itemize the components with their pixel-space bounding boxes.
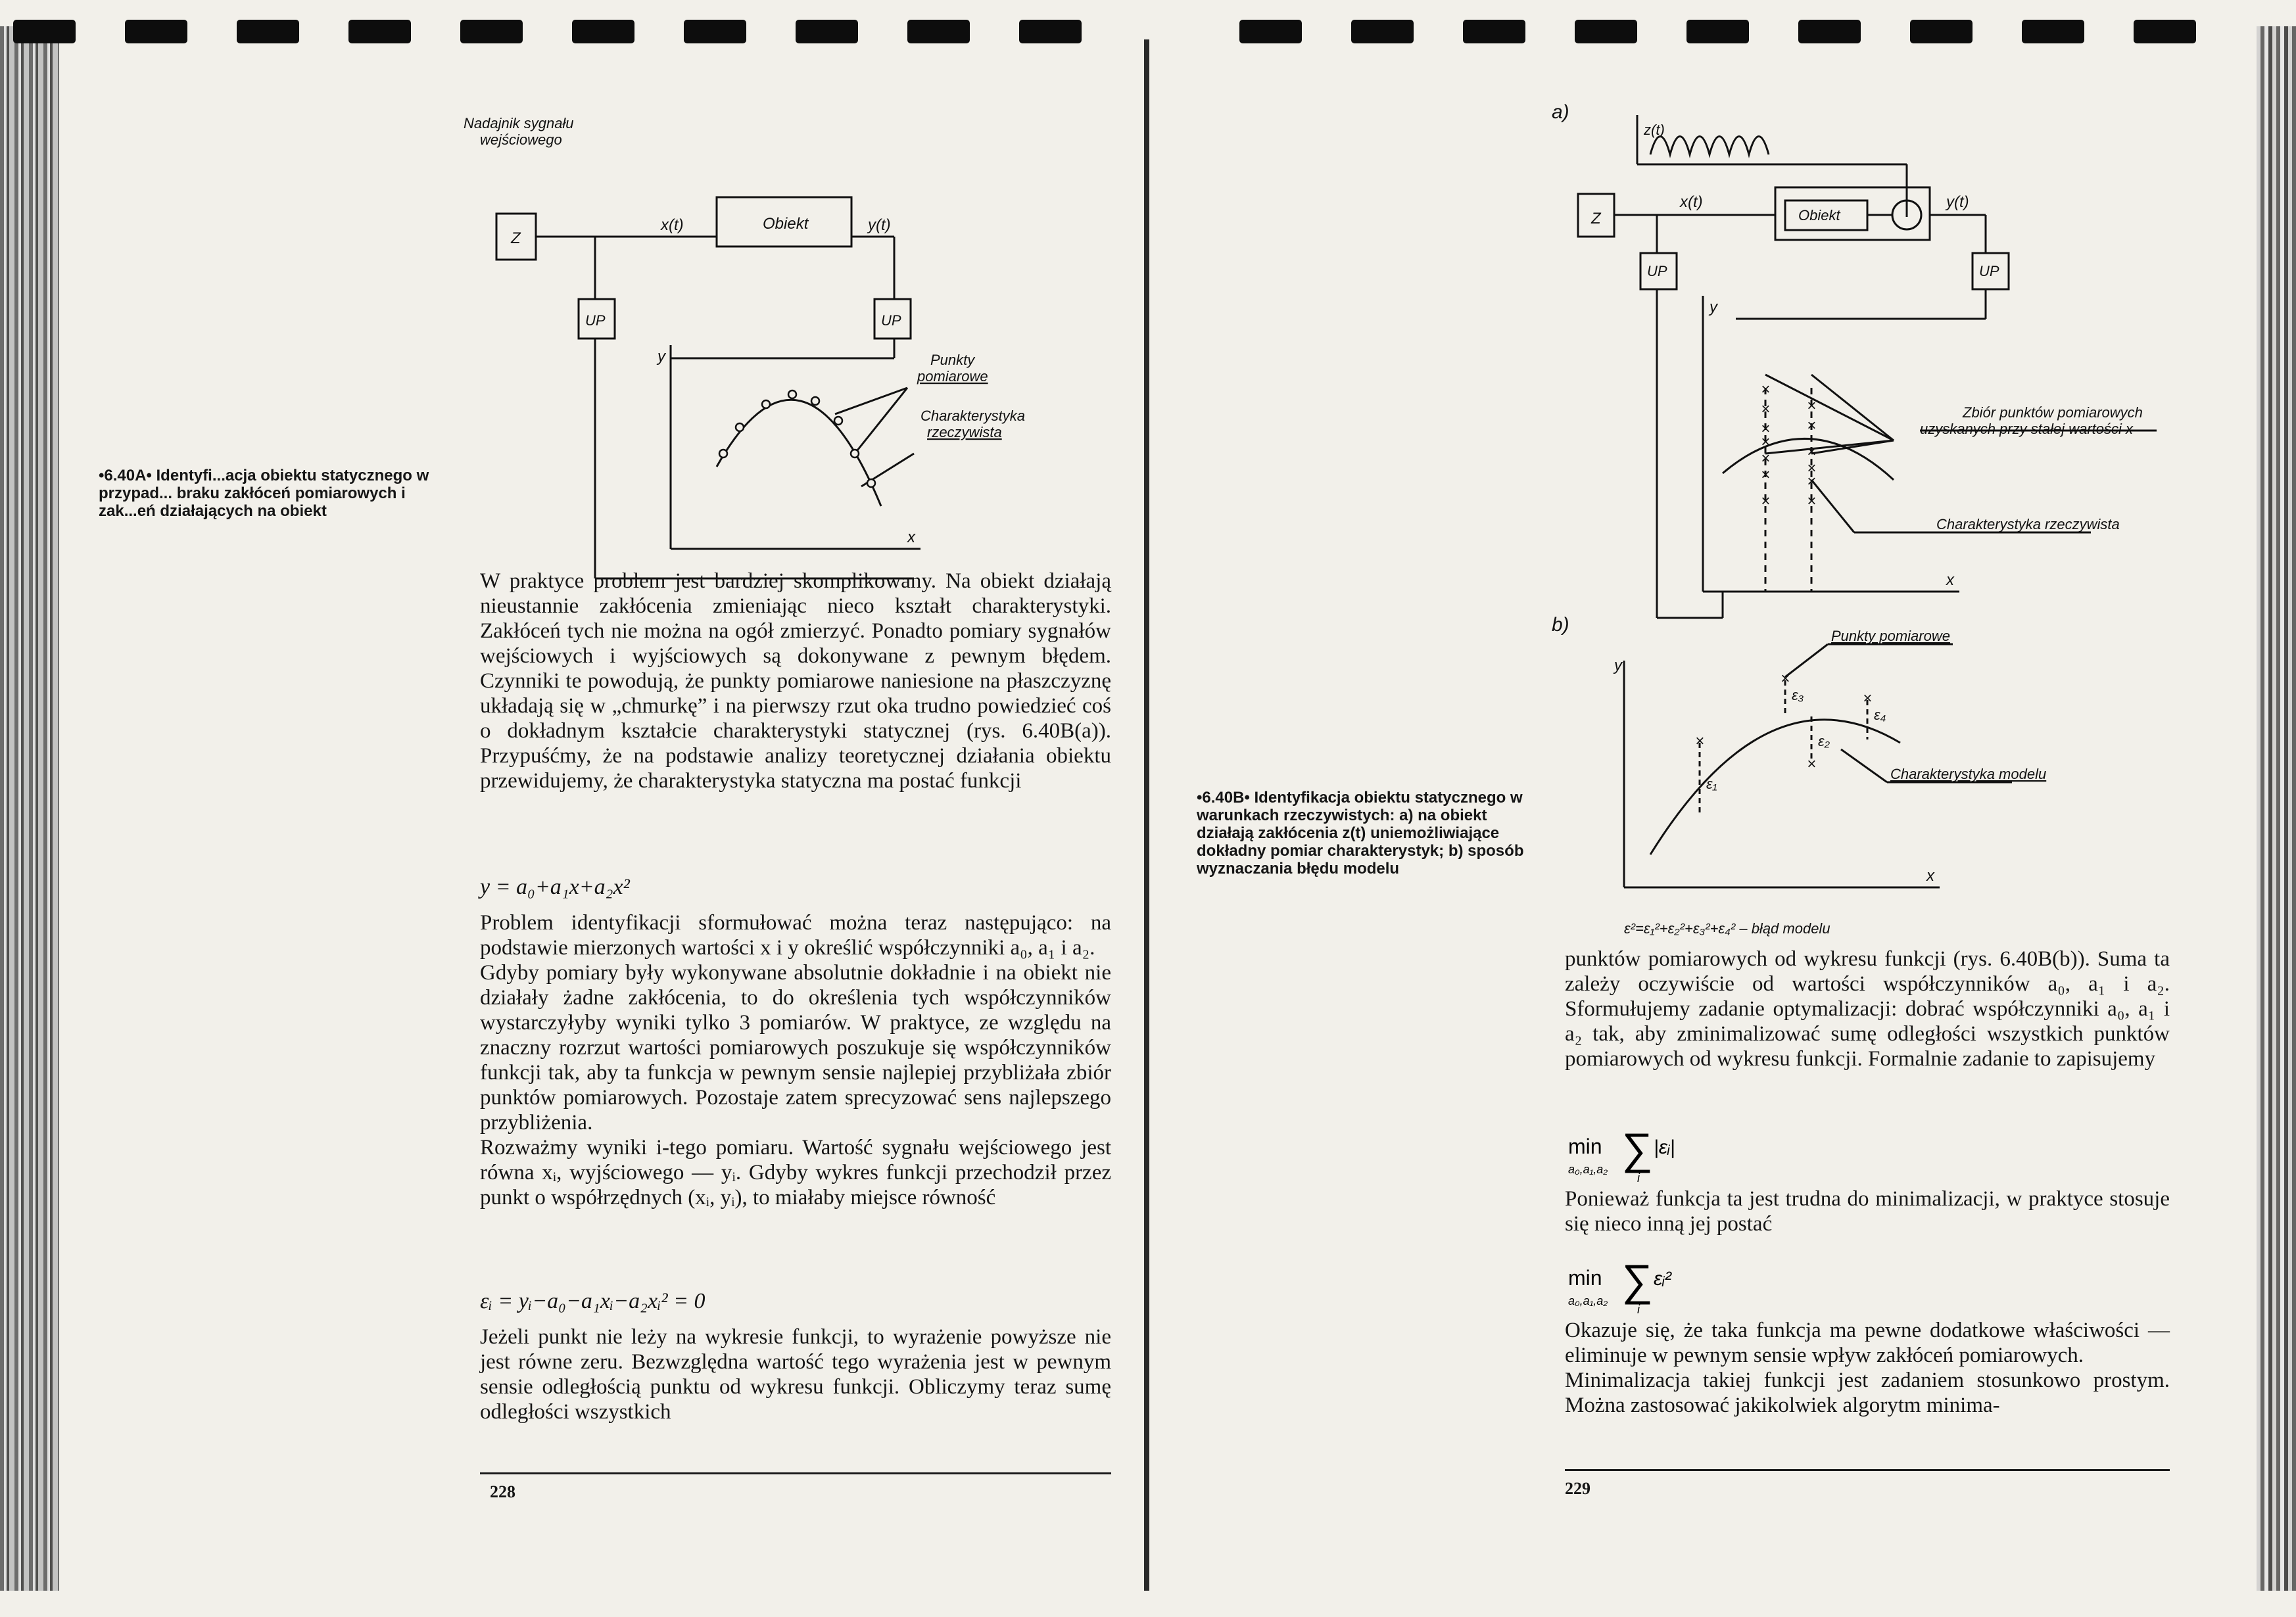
footer-rule xyxy=(1565,1469,2170,1471)
right-body-bottom xyxy=(1565,1318,2170,1418)
measurement-cross: × xyxy=(1760,433,1771,451)
measurement-cross: × xyxy=(1806,755,1817,773)
measurement-cross: × xyxy=(1760,420,1771,438)
output-signal-label: y(t) xyxy=(1946,193,1969,211)
x-axis-label: x xyxy=(907,528,915,546)
sum-index: i xyxy=(1637,1303,1640,1316)
criterion-abs xyxy=(1565,1117,1736,1190)
figure-6-40a xyxy=(460,112,1052,624)
paragraph: punktów pomiarowych od wykresu funkcji (rys. 6.40B(b)). Suma ta zależy oczywiście od wartości współczynników a₀, a₁ i a₂. Sformułujemy zadanie optymalizacji: dobrać współczynniki a₀, a₁ i a₂ tak, aby zminimalizować sumę odległości wszystkich punktów pomiarowych od wykresu funkcji. Formalnie zadanie to zapisujemy xyxy=(1565,947,2170,1071)
right-body-top xyxy=(1565,947,2170,1071)
recorder-left-label: UP xyxy=(1647,263,1667,279)
paragraph: Problem identyfikacji sformułować można teraz następująco: na podstawie mierzonych wartości x i y określić współczynniki a₀, a₁ i a₂. xyxy=(480,911,1111,960)
y-axis-label: y xyxy=(1614,657,1622,674)
measurement-point xyxy=(851,450,859,457)
measurement-cross: × xyxy=(1806,397,1817,415)
y-axis-label: y xyxy=(1710,298,1717,316)
measurement-point xyxy=(867,479,875,487)
error-label: ε₂ xyxy=(1818,733,1830,749)
criterion-expression: |εᵢ| xyxy=(1654,1137,1675,1158)
figure-caption-6-40b: •6.40B• Identyfikacja obiektu statycznego w warunkach rzeczywistych: a) na obiekt działają zakłócenia z(t) uniemożliwiające dokładny pomiar charakterystyk; b) sposób wyznaczania błędu modelu xyxy=(1197,789,1524,878)
real-characteristic-label: Charakterystyka xyxy=(921,408,1025,424)
y-axis-label: y xyxy=(658,348,665,365)
recorder-right-label: UP xyxy=(1979,263,1999,279)
paragraph: W praktyce problem jest bardziej skomplikowany. Na obiekt działają nieustannie zakłócenia zmieniając nieco kształt charakterystyki. Zakłóceń tych nie można na ogół zmierzyć. Ponadto pomiary sygnałów wejściowych i wyjściowych są dokonywane z pewnym błędem. Czynniki te powodują, że punkty pomiarowe naniesione na płaszczyznę układają się w „chmurkę” i na pierwszy rzut oka trudno powiedzieć coś o dokładnym kształcie charakterystyki statycznej (rys. 6.40B(a)). Przypuśćmy, że na podstawie analizy teoretycznej działania obiektu przewidujemy, że charakterystyka statyczna ma postać funkcji xyxy=(480,569,1111,793)
sum-symbol: ∑ xyxy=(1621,1255,1652,1304)
sum-symbol: ∑ xyxy=(1621,1124,1652,1173)
paragraph: Ponieważ funkcja ta jest trudna do minimalizacji, w praktyce stosuje się nieco inną jej postać xyxy=(1565,1187,2170,1236)
measurement-cross: × xyxy=(1862,690,1873,707)
recorder-right-label: UP xyxy=(881,312,901,329)
min-operator: min xyxy=(1568,1135,1602,1158)
sum-index: i xyxy=(1637,1171,1640,1184)
measurement-point xyxy=(736,423,744,431)
error-label: ε₄ xyxy=(1874,707,1886,723)
object-label: Obiekt xyxy=(1798,207,1840,223)
paragraph: Jeżeli punkt nie leży na wykresie funkcji, to wyrażenie powyższe nie jest równe zeru. Bezwzględna wartość tego wyrażenia jest w pewnym sensie odległością punktu od wykresu funkcji. Obliczymy teraz sumę odległości wszystkich xyxy=(480,1325,1111,1424)
measurement-cross: × xyxy=(1760,381,1771,398)
page-number: 228 xyxy=(490,1482,515,1501)
measurement-cross: × xyxy=(1694,732,1705,750)
paragraph: Minimalizacja takiej funkcji jest zadaniem stosunkowo prostym. Można zastosować jakikolwiek algorytm minima- xyxy=(1565,1369,2170,1417)
point-set-label: uzyskanych przy stałej wartości x xyxy=(1920,421,2133,437)
generator-label: Z xyxy=(511,229,521,247)
figure-6-40b xyxy=(1552,85,2163,940)
input-signal-label: x(t) xyxy=(1680,193,1703,211)
disturbance-waveform xyxy=(1650,137,1769,155)
error-label: ε₁ xyxy=(1706,776,1717,792)
output-signal-label: y(t) xyxy=(868,216,891,234)
model-error-formula: ε²=ε₁²+ε₂²+ε₃²+ε₄² – błąd modelu xyxy=(1624,920,1830,937)
right-body-middle xyxy=(1565,1186,2170,1236)
measurement-cross: × xyxy=(1760,400,1771,418)
right-page xyxy=(1157,39,2288,1584)
model-characteristic-label: Charakterystyka modelu xyxy=(1890,766,2047,782)
error-label: ε₃ xyxy=(1792,687,1804,703)
min-operator: min xyxy=(1568,1266,1602,1290)
panel-b-label: b) xyxy=(1552,614,1569,636)
measurement-cross: × xyxy=(1806,417,1817,434)
real-characteristic-label: Charakterystyka rzeczywista xyxy=(1936,516,2120,532)
measurement-cross: × xyxy=(1806,443,1817,461)
paragraph: Rozważmy wyniki i-tego pomiaru. Wartość sygnału wejściowego jest równa xᵢ, wyjściowego — yᵢ. Gdyby wykres funkcji przechodził przez punkt o współrzędnych (xᵢ, yᵢ), to miałaby miejsce równość xyxy=(480,1136,1111,1209)
min-subscript: a₀,a₁,a₂ xyxy=(1568,1163,1608,1176)
transmitter-label: Nadajnik sygnału xyxy=(464,115,574,131)
criterion-squared xyxy=(1565,1249,1736,1321)
page-gutter xyxy=(1144,39,1149,1591)
footer-rule xyxy=(480,1472,1111,1474)
left-body-bottom xyxy=(480,1324,1111,1424)
points-label: pomiarowe xyxy=(917,368,988,385)
formula-model: y = a₀+a₁x+a₂x² xyxy=(480,875,630,899)
measurement-point xyxy=(788,390,796,398)
disturbance-label: z(t) xyxy=(1644,122,1665,138)
recorder-left-label: UP xyxy=(585,312,606,329)
measurement-point xyxy=(719,450,727,457)
min-subscript: a₀,a₁,a₂ xyxy=(1568,1294,1608,1307)
paragraph: Okazuje się, że taka funkcja ma pewne dodatkowe właściwości — eliminuje w pewnym sensie wpływ zakłóceń pomiarowych. xyxy=(1565,1319,2170,1367)
paragraph: Gdyby pomiary były wykonywane absolutnie dokładnie i na obiekt nie działały żadne zakłócenia, to do określenia tych współczynników wystarczyłyby wyniki tylko 3 pomiarów. W praktyce, ze względu na znaczny rozrzut wartości pomiarowych poszukuje się współczynników funkcji tak, aby ta funkcja w pewnym sensie najlepiej przybliżała zbiór punktów pomiarowych. Pozostaje zatem sprecyzować sens najlepszego przybliżenia. xyxy=(480,961,1111,1135)
model-characteristic-curve xyxy=(1650,720,1900,855)
generator-label: Z xyxy=(1591,210,1601,227)
left-body-middle xyxy=(480,910,1111,1210)
x-axis-label: x xyxy=(1946,571,1954,589)
measurement-cross: × xyxy=(1806,459,1817,477)
measurement-point xyxy=(762,400,770,408)
page-number: 229 xyxy=(1565,1479,1590,1498)
measurement-cross: × xyxy=(1806,473,1817,490)
measurement-cross: × xyxy=(1760,466,1771,484)
criterion-expression: εᵢ² xyxy=(1654,1268,1671,1290)
measurement-cross: × xyxy=(1780,670,1790,688)
left-body-top xyxy=(480,569,1111,793)
measurement-point xyxy=(834,417,842,425)
measurement-cross: × xyxy=(1760,450,1771,467)
measurement-point xyxy=(811,397,819,405)
object-label: Obiekt xyxy=(763,215,809,233)
figure-caption-6-40a: •6.40A• Identyfi...acja obiektu statycznego w przypad... braku zakłóceń pomiarowych i zak...eń działających na obiekt xyxy=(99,467,429,520)
input-signal-label: x(t) xyxy=(661,216,684,234)
left-page xyxy=(7,39,1137,1584)
measurement-points-label: Punkty pomiarowe xyxy=(1831,628,1950,644)
x-axis-label: x xyxy=(1926,867,1934,885)
panel-a-label: a) xyxy=(1552,101,1569,123)
real-characteristic-label: rzeczywista xyxy=(927,424,1002,440)
transmitter-label: wejściowego xyxy=(480,131,562,148)
measurement-cross: × xyxy=(1760,492,1771,510)
points-label: Punkty xyxy=(930,352,975,368)
measurement-cross: × xyxy=(1806,492,1817,510)
formula-residual: εᵢ = yᵢ−a₀−a₁xᵢ−a₂xᵢ² = 0 xyxy=(480,1289,706,1313)
point-set-label: Zbiór punktów pomiarowych xyxy=(1963,404,2143,421)
